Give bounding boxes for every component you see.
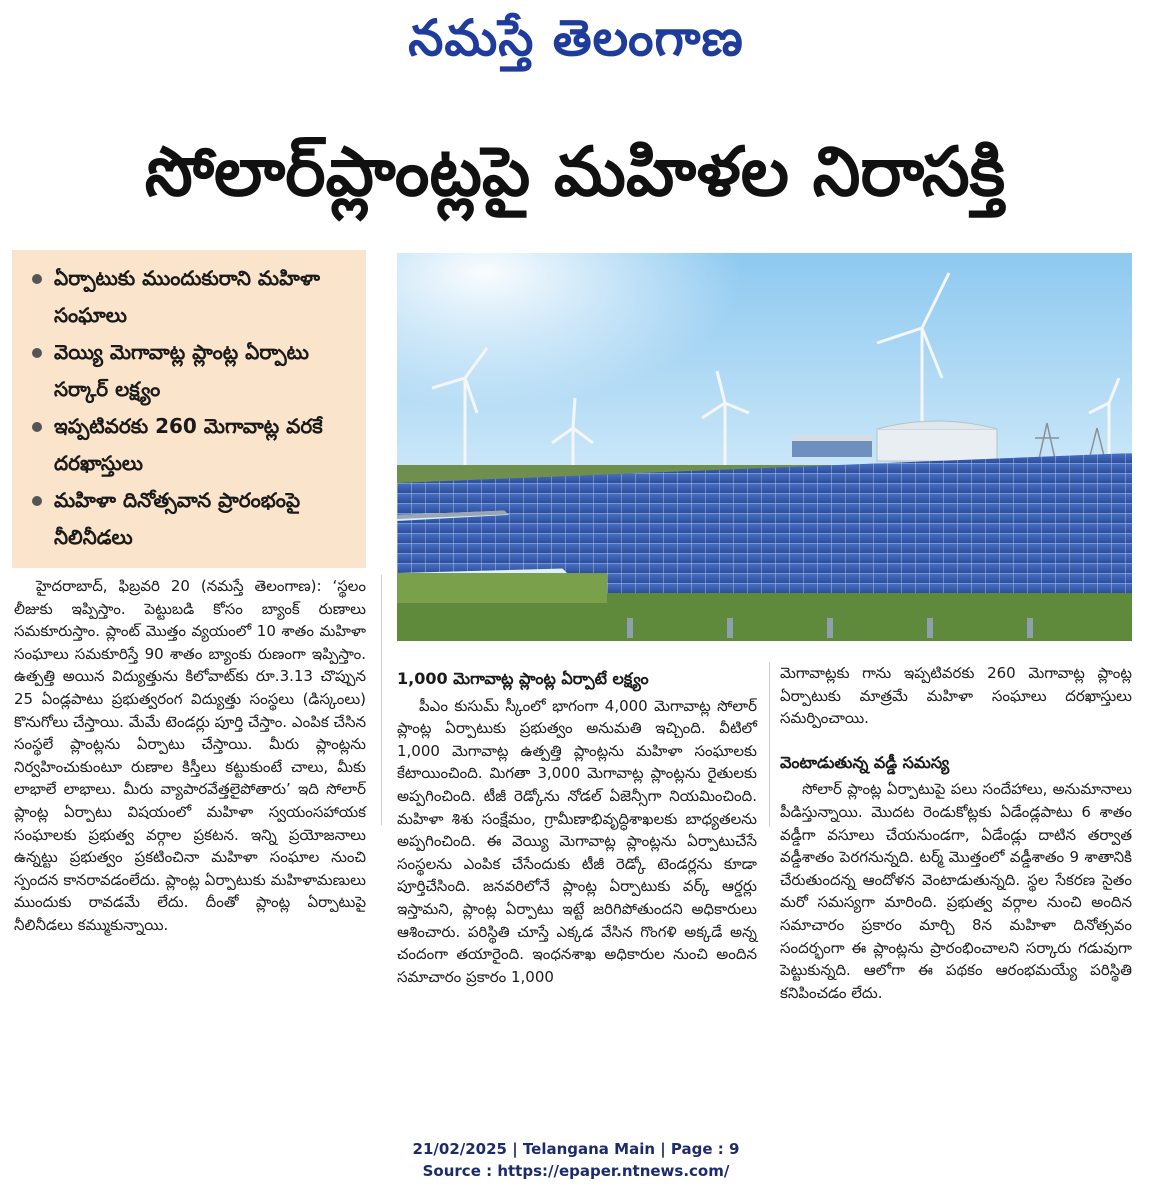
bullet-icon [32,422,42,432]
article-subhead: వెంటాడుతున్న వడ్డీ సమస్య [780,752,950,772]
highlight-text: ఏర్పాటుకు ముందుకురాని మహిళా సంఘాలు [54,266,320,327]
footer-edition-info: 21/02/2025 | Telangana Main | Page : 9 [412,1140,740,1158]
footer-source-link[interactable]: Source : https://epaper.ntnews.com/ [422,1162,730,1180]
article-paragraph: పీఎం కుసుమ్‌ స్కీంలో భాగంగా 4,000 మెగావాట్ల సోలార్‌ ప్లాంట్ల ఏర్పాటుకు ప్రభుత్వం అనుమతి ఇచ్చింది. వీటిలో 1,000 మెగావాట్ల ఉత్పత్తి ప్లాంట్లను మహిళా సంఘాలకు కేటాయించింది. మిగతా 3,000 మెగావాట్ల ప్లాంట్లను రైతులకు అప్పగించింది. టీజీ రెడ్కోను నోడల్‌ ఏజెన్సీగా నియమించింది. మహిళా శిశు సంక్షేమం, గ్రామీణాభివృద్ధిశాఖలకు బాధ్యతలను అప్పగించింది. ఈ వెయ్యి మెగావాట్ల ప్లాంట్లను ఏర్పాటుచేసే సంస్థలను ఎంపిక చేసేందుకు టీజీ రెడ్కో టెండర్లను కూడా పూర్తిచేసింది. జనవరిలోనే ప్లాంట్ల ఏర్పాటుకు వర్క్‌ ఆర్డర్లు ఇస్తామని, ప్లాంట్ల ఏర్పాటు ఇట్టే జరిగిపోతుందని అధికారులు ఆశించారు. పరిస్థితి చూస్తే ఎక్కడ వేసిన గొంగళి అక్కడే అన్న చందంగా తయారైంది. ఇంధనశాఖ అధికారుల నుంచి అందిన సమాచారం ప్రకారం 1,000 [397,696,757,986]
highlight-item [26,408,358,482]
article-column-2 [397,662,757,988]
article-column-1 [14,575,366,937]
highlights-box [12,250,366,568]
highlight-item [26,260,358,334]
page-title: సోలార్‌ప్లాంట్లపై మహిళల నిరాసక్తి [144,133,1006,212]
bullet-icon [32,348,42,358]
highlight-text: వెయ్యి మెగావాట్ల ప్లాంట్ల ఏర్పాటు సర్కార్‌ లక్ష్యం [54,340,309,401]
article-subhead: 1,000 మెగావాట్ల ప్లాంట్ల ఏర్పాటే లక్ష్యం [397,669,649,688]
bullet-icon [32,496,42,506]
article-paragraph: సోలార్‌ ప్లాంట్ల ఏర్పాటుపై పలు సందేహాలు, అనుమానాలు పీడిస్తున్నాయి. మొదట రెండుకోట్లకు ఏడేండ్లపాటు 6 శాతం వడ్డీగా వసూలు చేయనుండగా, ఏడేండ్లు దాటిన తర్వాత వడ్డీశాతం పెరగనున్నది. టర్మ్‌ మొత్తంలో వడ్డీశాతం 9 శాతానికి చేరుతుందన్న ఆందోళన వెంటాడుతున్నది. స్థల సేకరణ సైతం మరో సమస్యగా మారింది. ప్రభుత్వ వర్గాల నుంచి అందిన సమాచారం ప్రకారం మార్చి 8న మహిళా దినోత్సవం సందర్భంగా ఈ ప్లాంట్లను ప్రారంభించాలని సర్కారు గడువుగా పెట్టుకున్నది. ఆలోగా ఈ పథకం ఆరంభమయ్యే పరిస్థితి కనిపించడం లేదు. [780,780,1132,1002]
bullet-icon [32,274,42,284]
article-paragraph: హైదరాబాద్‌, ఫిబ్రవరి 20 (నమస్తే తెలంగాణ): ‘స్థలం లీజుకు ఇప్పిస్తాం. పెట్టుబడి కోసం బ్యాంక్‌ రుణాలు సమకూరుస్తాం. ప్లాంట్‌ మొత్తం వ్యయంలో 10 శాతం మహిళా సంఘాలు సమకూరిస్తే 90 శాతం బ్యాంకు రుణంగా ఇప్పిస్తాం. ఉత్పత్తి అయిన విద్యుత్తును కిలోవాట్‌కు రూ.3.13 చొప్పున 25 ఏండ్లపాటు ప్రభుత్వరంగ విద్యుత్తు సంస్థలు (డిస్కంలు) కొనుగోలు చేస్తాయి. మేమే టెండర్లు పూర్తి చేస్తాం. ఎంపిక చేసిన సంస్థలే ప్లాంట్లను ఏర్పాటు చేస్తాయి. మీరు ప్లాంట్లను నిర్వహించుకుంటూ రుణాల కిస్తీలు కట్టుకుంటే చాలు, మీకు లాభాలే లాభాలు. మీరు వ్యాపారవేత్తలైపోతారు’ ఇది సోలార్‌ ప్లాంట్ల ఏర్పాటు విషయంలో మహిళా స్వయంసహాయక సంఘాలకు ప్రభుత్వ వర్గాల ప్రకటన. ఇన్ని ప్రయోజనాలు ఉన్నట్టు ప్రభుత్వం ప్రకటించినా మహిళా సంఘాల నుంచి స్పందన కానరావడంలేదు. ప్లాంట్ల ఏర్పాటుకు మహిళామణులు ముందుకు రావడమే లేదు. దీంతో ప్లాంట్ల ఏర్పాటుపై నీలినీడలు కమ్ముకున్నాయి. [14,577,366,934]
highlight-item [26,482,358,556]
solar-farm-photo [397,253,1132,641]
highlight-text: మహిళా దినోత్సవాన ప్రారంభంపై నీలినీడలు [54,488,301,549]
article-column-3 [780,662,1132,1004]
highlight-text: ఇప్పటివరకు 260 మెగావాట్ల వరకే దరఖాస్తులు [54,414,323,475]
column-divider [769,662,770,827]
masthead-logo: నమస్తే తెలంగాణ [408,8,744,67]
article-paragraph: మెగావాట్లకు గాను ఇప్పటివరకు 260 మెగావాట్ల ప్లాంట్ల ఏర్పాటుకు మాత్రమే మహిళా సంఘాలు దరఖాస్తులు సమర్పించాయి. [780,664,1132,728]
highlight-item [26,334,358,408]
column-divider [381,575,382,825]
